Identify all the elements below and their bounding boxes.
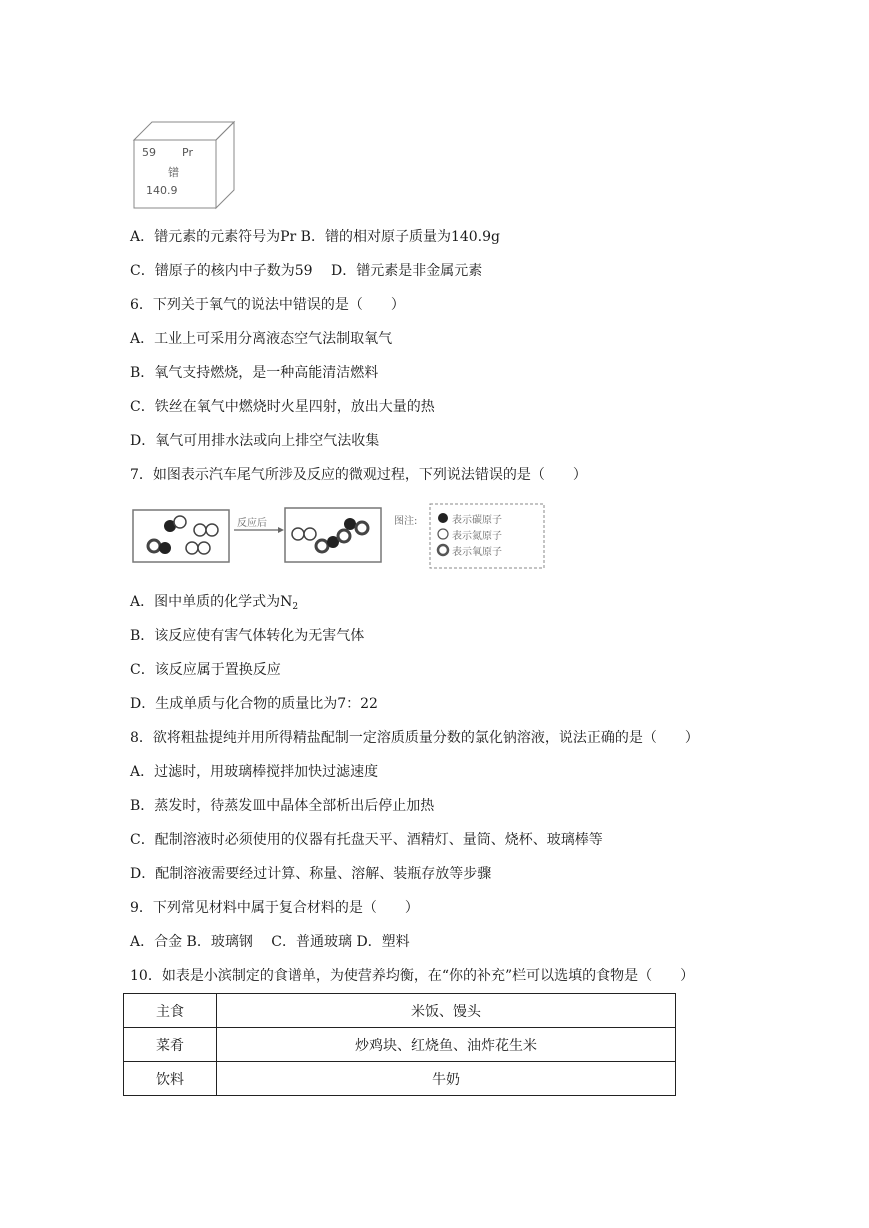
q5-option-cd: C．镨原子的核内中子数为59 D．镨元素是非金属元素 [130, 263, 483, 279]
q7-option-a-subscript: 2 [292, 602, 299, 612]
atomic-mass: 140.9 [146, 184, 178, 197]
q6-option-d: D．氧气可用排水法或向上排空气法收集 [130, 433, 380, 449]
reaction-diagram [130, 500, 550, 572]
q8-option-d: D．配制溶液需要经过计算、称量、溶解、装瓶存放等步骤 [130, 866, 492, 882]
legend-title: 图注: [394, 516, 418, 527]
reaction-arrow-label: 反应后 [237, 518, 267, 529]
q7-stem: 7．如图表示汽车尾气所涉及反应的微观过程，下列说法错误的是（ ） [130, 467, 587, 483]
row-value-drink: 牛奶 [217, 1062, 676, 1096]
element-symbol: Pr [182, 146, 193, 159]
q7-option-c: C．该反应属于置换反应 [130, 662, 281, 678]
q7-option-d: D．生成单质与化合物的质量比为7：22 [130, 696, 378, 712]
menu-table [123, 993, 676, 1096]
q8-stem: 8．欲将粗盐提纯并用所得精盐配制一定溶质质量分数的氯化钠溶液，说法正确的是（ ） [130, 730, 699, 746]
q5-option-ab: A．镨元素的元素符号为Pr B．镨的相对原子质量为140.9g [130, 229, 501, 245]
q6-option-c: C．铁丝在氧气中燃烧时火星四射，放出大量的热 [130, 399, 435, 415]
cube-outline [128, 118, 240, 210]
after-molecules [292, 518, 368, 552]
row-label-dishes: 菜肴 [124, 1028, 217, 1062]
q10-stem: 10．如表是小滨制定的食谱单，为使营养均衡，在“你的补充”栏可以选填的食物是（ ） [130, 968, 695, 984]
q7-option-b: B．该反应使有害气体转化为无害气体 [130, 628, 365, 644]
element-cube-figure [128, 118, 240, 210]
q8-option-c: C．配制溶液时必须使用的仪器有托盘天平、酒精灯、量筒、烧杯、玻璃棒等 [130, 832, 603, 848]
q6-option-b: B．氧气支持燃烧，是一种高能清洁燃料 [130, 365, 379, 381]
table-row [124, 1028, 676, 1062]
row-label-drink: 饮料 [124, 1062, 217, 1096]
q9-options: A．合金 B．玻璃钢 C．普通玻璃 D．塑料 [130, 934, 410, 950]
q8-option-a: A．过滤时，用玻璃棒搅拌加快过滤速度 [130, 764, 379, 780]
legend-nitrogen: 表示氮原子 [452, 531, 502, 542]
before-molecules [148, 516, 218, 554]
q7-option-a-text: A．图中单质的化学式为N [130, 594, 293, 610]
q8-option-b: B．蒸发时，待蒸发皿中晶体全部析出后停止加热 [130, 798, 435, 814]
q9-stem: 9．下列常见材料中属于复合材料的是（ ） [130, 900, 419, 916]
q7-option-a [130, 592, 298, 617]
atomic-number: 59 [142, 146, 156, 159]
legend-carbon: 表示碳原子 [452, 515, 502, 526]
element-name: 镨 [168, 166, 179, 179]
legend-oxygen: 表示氧原子 [452, 547, 502, 558]
row-label-staple: 主食 [124, 994, 217, 1028]
table-row [124, 1062, 676, 1096]
q6-stem: 6．下列关于氧气的说法中错误的是（ ） [130, 297, 405, 313]
table-row [124, 994, 676, 1028]
row-value-dishes: 炒鸡块、红烧鱼、油炸花生米 [217, 1028, 676, 1062]
row-value-staple: 米饭、馒头 [217, 994, 676, 1028]
q6-option-a: A．工业上可采用分离液态空气法制取氧气 [130, 331, 393, 347]
